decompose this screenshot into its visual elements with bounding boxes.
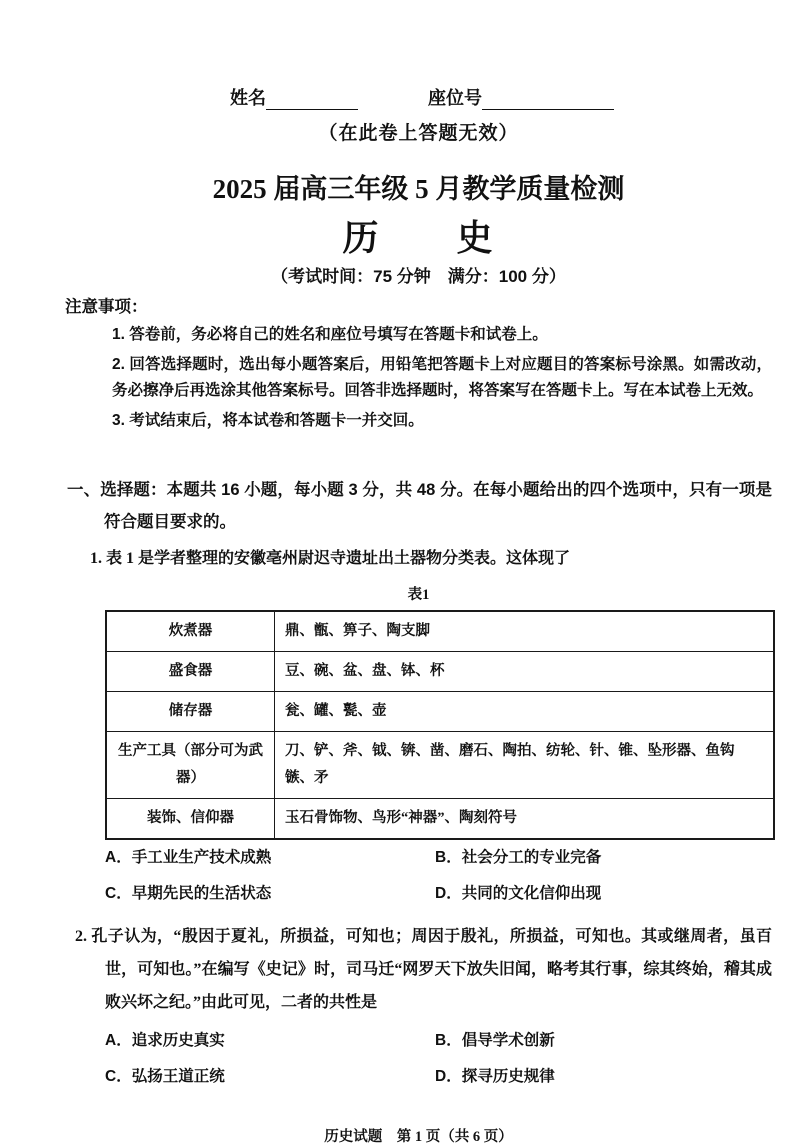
q2-option-c: C．弘扬王道正统 [105,1068,225,1085]
table-items-cell: 刀、铲、斧、钺、锛、凿、磨石、陶拍、纺轮、针、锥、坠形器、鱼钩镞、矛 [275,732,775,799]
table-row [106,692,774,732]
q1-option-d: D．共同的文化信仰出现 [435,885,602,902]
section-1-heading: 一、选择题：本题共 16 小题，每小题 3 分，共 48 分。在每小题给出的四个选项中，只有一项是符合题目要求的。 [67,481,772,531]
question-1-stem: 1. 表 1 是学者整理的安徽亳州尉迟寺遗址出土器物分类表。这体现了 [90,550,571,567]
table-items-cell: 玉石骨饰物、鸟形“神器”、陶刻符号 [275,799,775,840]
table-items-cell: 豆、碗、盆、盘、钵、杯 [275,652,775,692]
table-row [106,652,774,692]
table-row [106,732,774,799]
q2-option-b: B．倡导学术创新 [435,1032,555,1049]
page-footer: 历史试题 第 1 页（共 6 页） [324,1129,513,1145]
q1-option-a: A．手工业生产技术成熟 [105,849,272,866]
question-2-options [105,1031,772,1087]
note-item-2: 2. 回答选择题时，选出每小题答案后，用铅笔把答题卡上对应题目的答案标号涂黑。如需改动，务必擦净后再选涂其他答案标号。回答非选择题时，将答案写在答题卡上。写在本试卷上无效。 [112,356,772,399]
exam-subject: 历 史 [342,218,495,258]
table-category-cell: 储存器 [106,692,275,732]
name-label: 姓名 [230,88,266,108]
exam-time-score-info: （考试时间：75 分钟 满分：100 分） [271,267,566,286]
q1-option-b: B．社会分工的专业完备 [435,849,602,866]
table-category-cell: 装饰、信仰器 [106,799,275,840]
q2-option-d: D．探寻历史规律 [435,1068,555,1085]
notes-heading: 注意事项： [65,298,148,316]
table-category-cell: 盛食器 [106,652,275,692]
table-1-caption: 表1 [407,587,430,603]
invalid-answer-notice: （在此卷上答题无效） [318,123,519,144]
table-items-cell: 瓮、罐、甏、壶 [275,692,775,732]
table-row [106,611,774,652]
q1-option-c: C．早期先民的生活状态 [105,885,272,902]
q2-option-a: A．追求历史真实 [105,1032,225,1049]
note-item-3: 3. 考试结束后，将本试卷和答题卡一并交回。 [112,412,424,429]
name-seat-line [230,88,772,110]
seat-label: 座位号 [428,88,482,108]
question-1-options [105,848,772,904]
table-1 [105,610,775,840]
table-category-cell: 生产工具（部分可为武器） [106,732,275,799]
table-category-cell: 炊煮器 [106,611,275,652]
note-item-1: 1. 答卷前，务必将自己的姓名和座位号填写在答题卡和试卷上。 [112,326,548,343]
table-row [106,799,774,840]
exam-title: 2025 届高三年级 5 月教学质量检测 [212,174,625,204]
table-items-cell: 鼎、甑、箅子、陶支脚 [275,611,775,652]
seat-blank [482,91,614,110]
notes-list [65,322,772,434]
name-blank [266,91,358,110]
question-2-stem: 2. 孔子认为，“殷因于夏礼，所损益，可知也；周因于殷礼，所损益，可知也。其或继周者，虽百世，可知也。”在编写《史记》时，司马迁“网罗天下放失旧闻，略考其行事，综其终始，稽其成败兴坏之纪。”由此可见，二者的共性是 [75,928,772,1011]
